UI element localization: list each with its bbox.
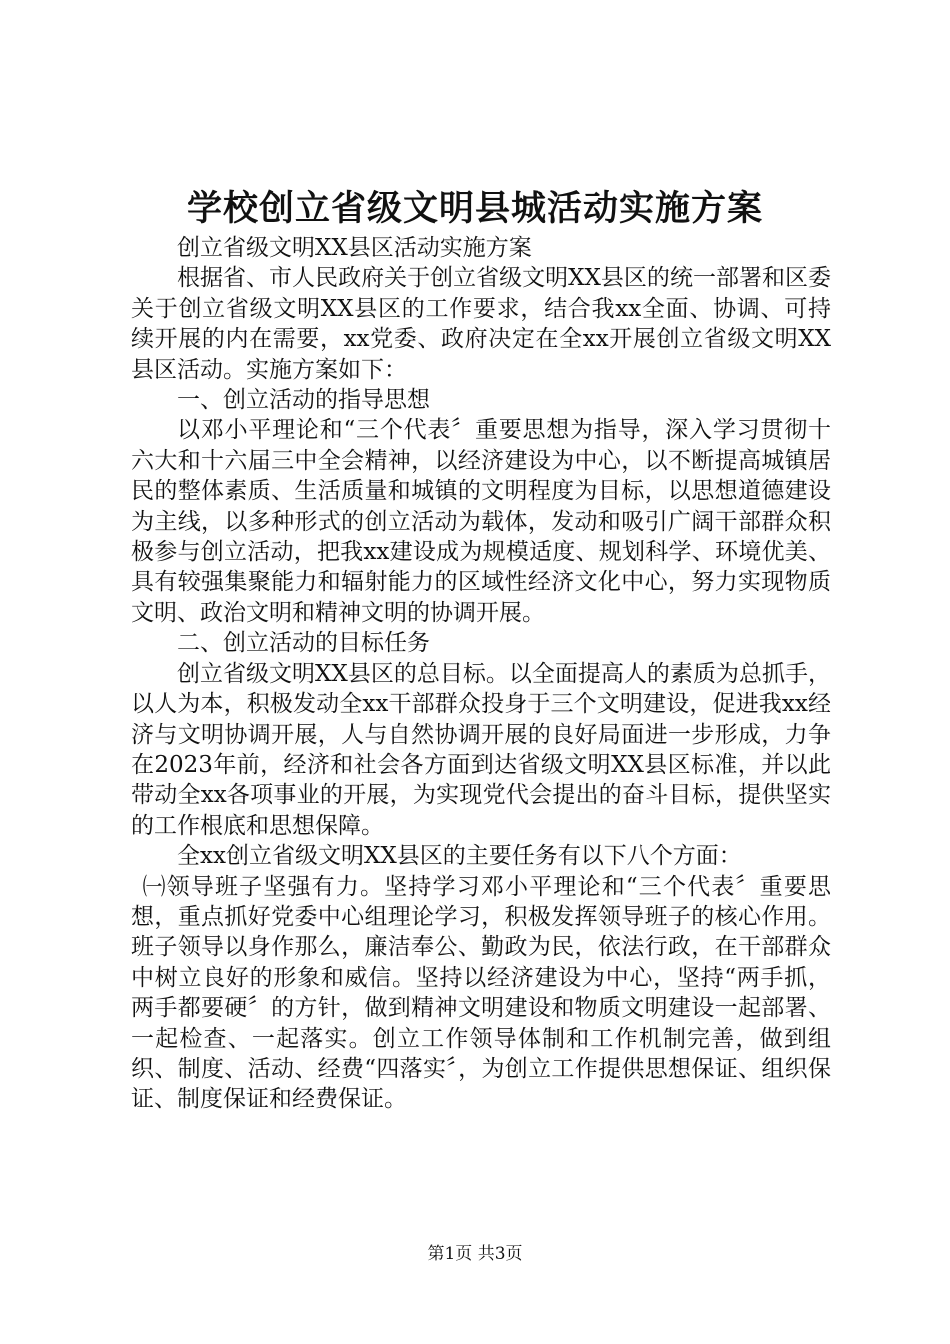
paragraph-main-tasks-intro: 全xx创立省级文明XX县区的主要任务有以下八个方面： — [177, 843, 742, 870]
paragraph-guiding-ideology: 以邓小平理论和“三个代表〞重要思想为指导，深入学习贯彻十六大和十六届三中全会精神，以经济建设为中心，以不断提高城镇居民的整体素质、生活质量和城镇的文明程度为目标，以思想道德建设为主线，以多种形式的创立活动为载体，发动和吸引广阔干部群众积极参与创立活动，把我xx建设成为规模适度、规划科学、环境优美、具有较强集聚能力和辐射能力的区域性经济文化中心，努力实现物质文明、政治文明和精神文明的协调开展。 — [131, 417, 831, 626]
page-number-footer: 第1页 共3页 — [427, 1244, 523, 1264]
section-heading-guiding-ideology: 一、创立活动的指导思想 — [177, 387, 430, 414]
document-body — [131, 233, 831, 1115]
section-heading-goals: 二、创立活动的目标任务 — [177, 630, 430, 657]
paragraph-task-one: ㈠领导班子坚强有力。坚持学习邓小平理论和“三个代表〞重要思想，重点抓好党委中心组理论学习，积极发挥领导班子的核心作用。班子领导以身作那么，廉洁奉公、勤政为民，依法行政，在干部群众中树立良好的形象和威信。坚持以经济建设为中心，坚持“两手抓，两手都要硬〞的方针，做到精神文明建设和物质文明建设一起部署、一起检查、一起落实。创立工作领导体制和工作机制完善，做到组织、制度、活动、经费“四落实〞，为创立工作提供思想保证、组织保证、制度保证和经费保证。 — [131, 873, 831, 1113]
paragraph-subtitle: 创立省级文明XX县区活动实施方案 — [177, 235, 532, 261]
paragraph-overall-goal: 创立省级文明XX县区的总目标。以全面提高人的素质为总抓手，以人为本，积极发动全xx干部群众投身于三个文明建设，促进我xx经济与文明协调开展，人与自然协调开展的良好局面进一步形成，力争在2023年前，经济和社会各方面到达省级文明XX县区标准，并以此带动全xx各项事业的开展，为实现党代会提出的奋斗目标，提供坚实的工作根底和思想保障。 — [131, 660, 831, 839]
paragraph-intro: 根据省、市人民政府关于创立省级文明XX县区的统一部署和区委关于创立省级文明XX县区的工作要求，结合我xx全面、协调、可持续开展的内在需要，xx党委、政府决定在全xx开展创立省级文明XX县区活动。实施方案如下： — [131, 265, 831, 383]
document-title: 学校创立省级文明县城活动实施方案 — [186, 188, 763, 229]
